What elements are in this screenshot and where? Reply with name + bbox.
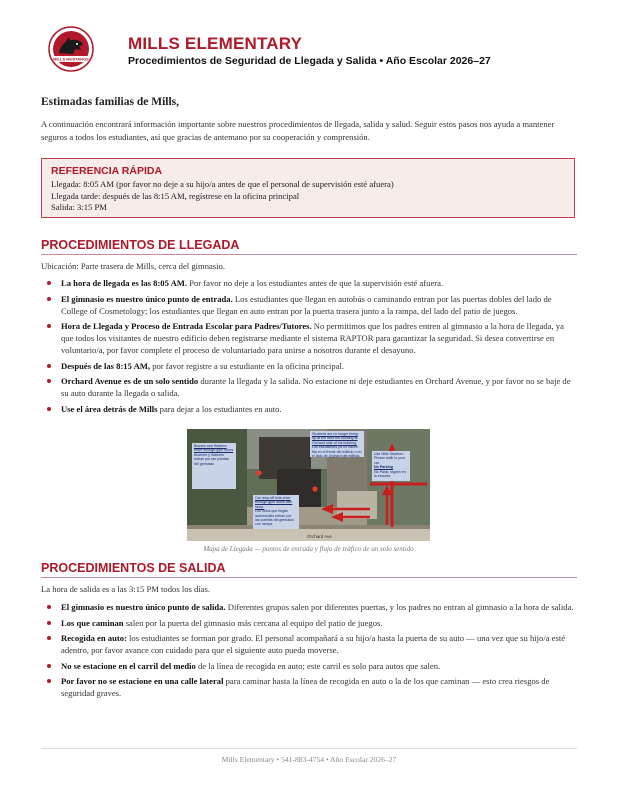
list-item xyxy=(41,660,577,672)
dismissal-time: La hora de salida es a las 3:15 PM todos los días. xyxy=(41,584,210,594)
item-text: Por favor no deje a los estudiantes antes de que la supervisión esté afuera. xyxy=(187,278,444,288)
arrival-list xyxy=(41,277,577,418)
map-label-car-dropoff: Car drop-off kids enter through gym doors with ramp. Los niños que llegan automóviles entran por las puertas del gimnasio con rampa. xyxy=(253,495,299,529)
item-text: para dejar a los estudiantes en auto. xyxy=(157,403,282,414)
list-item xyxy=(41,277,577,289)
page-footer: Mills Elementary • 541-883-4754 • Año Escolar 2026–27 xyxy=(221,755,397,764)
item-text: los estudiantes se forman por grado. El personal acompañará a su hijo/a hasta la puerta de su auto — una vez que su hijo/a esté adentro, por favor avance con cuidado para que el siguiente auto pueda moverse. xyxy=(61,633,566,655)
arrival-divider xyxy=(41,254,577,255)
list-item xyxy=(41,632,577,656)
quick-reference-line: Llegada: 8:05 AM (por favor no deje a su hijo/a antes de que el personal de supervisión esté afuera) xyxy=(51,179,394,189)
school-name: MILLS ELEMENTARY xyxy=(128,34,303,53)
map-label-no-lineup: Students are no longer lining up at the front the building at Orchard side of the building. Los estudiantes ya no hacen fila en el frente del edificio o en el lado de Orchard del edificio. xyxy=(310,431,364,457)
item-bold: Hora de Llegada y Proceso de Entrada Escolar para Padres/Tutores. xyxy=(61,321,312,331)
arrival-heading: PROCEDIMIENTOS DE LLEGADA xyxy=(41,238,240,252)
svg-text:MILLS MUSTANGS: MILLS MUSTANGS xyxy=(53,56,89,62)
item-bold: Después de las 8:15 AM, xyxy=(61,360,151,371)
list-item xyxy=(41,403,577,415)
item-bold: Use el área detrás de Mills xyxy=(61,403,158,414)
item-bold: La hora de llegada es las 8:05 AM. xyxy=(61,278,188,288)
map-caption: Mapa de Llegada — puntos de entrada y flujo de tráfico de un solo sentido xyxy=(203,545,414,553)
page-header xyxy=(48,26,588,78)
item-text: Los estudiantes que llegan en autobús o caminando entran por las puertas dobles del lado de College of Cosmetology; los estudiantes que llegan en auto entran por la puerta trasera junto a la rampa, del lado del patio de juegos. xyxy=(61,293,552,316)
item-text: salen por la puerta del gimnasio más cercana al equipo del patio de juegos. xyxy=(123,617,383,628)
map-label-bus-walkers: Busses and Walkers enter through gym doors Buseers y Walkers entran por las puertas del gimnasio xyxy=(192,443,236,489)
item-text: Diferentes grupos salen por diferentes puertas, y los padres no entran al gimnasio a la hora de salida. xyxy=(225,602,574,612)
list-item xyxy=(41,293,577,317)
item-text: durante la llegada y la salida. No estacione ni deje estudiantes en Orchard Avenue, y por favor no se baje de su auto durante la llegada o salida. xyxy=(61,376,571,398)
dismissal-list xyxy=(41,601,577,703)
item-bold: El gimnasio es nuestro único punto de salida. xyxy=(61,602,226,612)
list-item xyxy=(41,617,577,629)
quick-reference-title: REFERENCIA RÁPIDA xyxy=(51,165,163,177)
list-item xyxy=(41,601,577,613)
list-item xyxy=(41,375,577,399)
school-logo xyxy=(48,26,94,72)
intro-paragraph: A continuación encontrará información importante sobre nuestros procedimientos de llegada, salida y salud. Seguir estos pasos nos ayuda a mantener seguros a todos los estudiantes, así que gracias de antemano por su cooperación y comprensión. xyxy=(41,119,555,142)
map-label-parking: Use Mills Stadium. Please walk to your car. No Parking No Parar, siguen en la escuela xyxy=(372,451,410,481)
dismissal-divider xyxy=(41,577,577,578)
item-bold: Recogida en auto: xyxy=(61,633,127,643)
item-text: por favor registre a su estudiante en la oficina principal. xyxy=(150,360,345,371)
item-bold: Orchard Avenue es de un solo sentido xyxy=(61,376,199,386)
quick-reference-box xyxy=(41,158,575,218)
list-item xyxy=(41,360,577,372)
item-text: para caminar hasta la línea de recogida en auto o la de los que caminan — esto crea riesgos de seguridad graves. xyxy=(61,676,550,698)
item-bold: El gimnasio es nuestro único punto de entrada. xyxy=(61,293,233,304)
item-bold: Los que caminan xyxy=(61,617,124,628)
list-item xyxy=(41,320,577,356)
item-text: No permitimos que los padres entren al gimnasio a la hora de llegada, ya que todos los visitantes de nuestro edificio deben registrarse mediante el sistema RAPTOR para garantizar la seguridad. Si desea convertirse en voluntario/a, por favor complete el proceso de voluntariado para unirse a nosotros durante el desayuno. xyxy=(61,321,564,355)
arrival-location: Ubicación: Parte trasera de Mills, cerca del gimnasio. xyxy=(41,261,225,271)
greeting: Estimadas familias de Mills, xyxy=(41,96,180,108)
quick-reference-line: Llegada tarde: después de las 8:15 AM, regístrese en la oficina principal xyxy=(51,190,300,201)
list-item xyxy=(41,675,577,699)
document-subtitle: Procedimientos de Seguridad de Llegada y Salida • Año Escolar 2026–27 xyxy=(128,55,491,67)
quick-reference-line: Salida: 3:15 PM xyxy=(51,202,107,213)
item-bold: No se estacione en el carril del medio xyxy=(61,660,196,671)
dismissal-heading: PROCEDIMIENTOS DE SALIDA xyxy=(41,561,226,575)
arrival-map xyxy=(187,429,430,541)
item-text: de la línea de recogida en auto; este carril es solo para autos que salen. xyxy=(195,660,441,671)
footer-divider xyxy=(41,748,577,749)
road-label: Orchard Ave xyxy=(307,534,332,539)
item-bold: Por favor no se estacione en una calle lateral xyxy=(61,676,224,686)
